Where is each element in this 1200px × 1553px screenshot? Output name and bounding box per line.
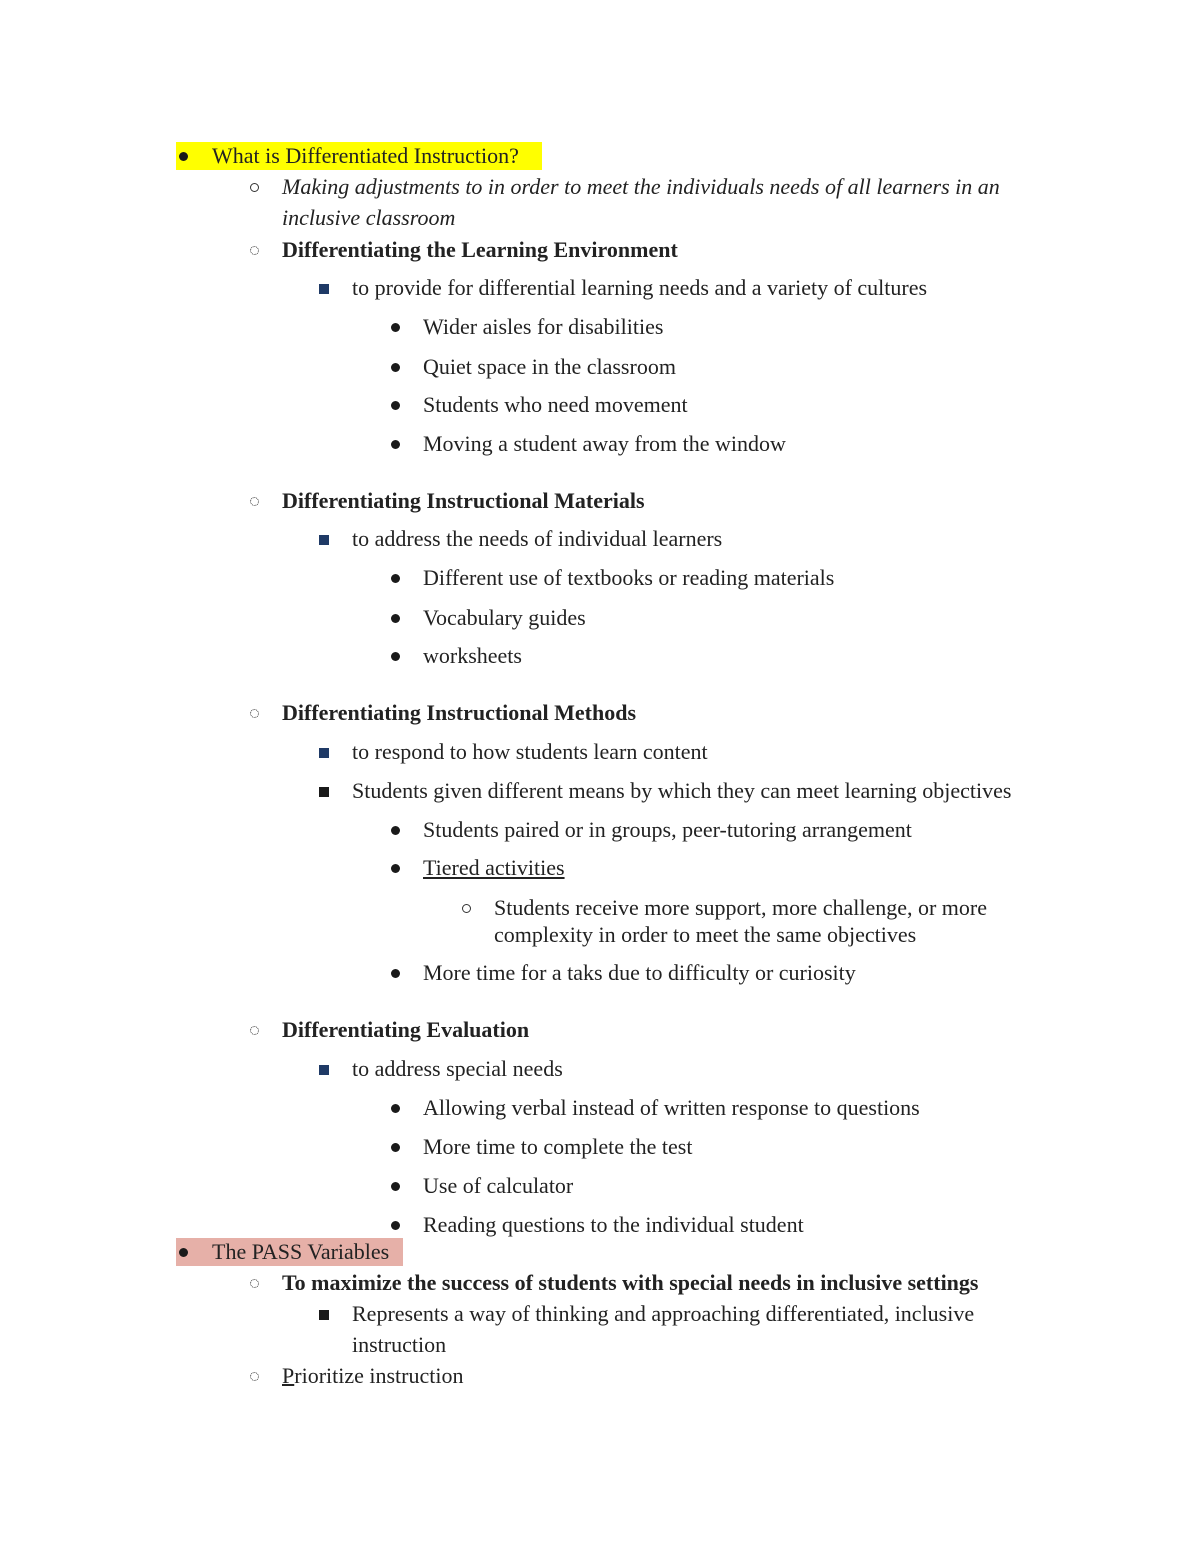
bullet-dotted-ring-icon	[250, 1279, 259, 1288]
list-item: Allowing verbal instead of written response to questions	[423, 1095, 920, 1120]
list-item: Students paired or in groups, peer-tutoring arrangement	[423, 817, 912, 842]
bullet-disc-icon	[179, 152, 188, 161]
section-purpose: to address special needs	[352, 1056, 563, 1081]
pass-goal: To maximize the success of students with special needs in inclusive settings	[282, 1270, 979, 1295]
bullet-disc-icon	[391, 323, 400, 332]
list-item: Vocabulary guides	[423, 605, 586, 630]
bullet-disc-icon	[391, 574, 400, 583]
pass-prioritize-rest: rioritize instruction	[294, 1363, 464, 1388]
bullet-disc-icon	[391, 1143, 400, 1152]
bullet-disc-icon	[391, 969, 400, 978]
bullet-disc-icon	[391, 652, 400, 661]
list-item: Use of calculator	[423, 1173, 574, 1198]
list-item: worksheets	[423, 643, 522, 668]
pass-prioritize	[282, 1361, 463, 1391]
bullet-dotted-ring-icon	[250, 246, 259, 255]
pass-note-line: instruction	[352, 1332, 447, 1357]
section-title-learning-environment: Differentiating the Learning Environment	[282, 237, 678, 262]
list-item: Reading questions to the individual student	[423, 1212, 804, 1237]
list-item-tiered-activities: Tiered activities	[423, 855, 565, 880]
sub-list-item: Students receive more support, more challenge, or more	[494, 895, 988, 920]
bullet-square-icon	[319, 787, 329, 797]
bullet-disc-icon	[391, 363, 400, 372]
list-item: More time to complete the test	[423, 1134, 693, 1159]
section-purpose: to respond to how students learn content	[352, 739, 708, 764]
bullet-dotted-ring-icon	[250, 1372, 259, 1381]
bullet-ring-icon	[462, 904, 471, 913]
definition-line: inclusive classroom	[282, 205, 456, 230]
bullet-disc-icon	[391, 1182, 400, 1191]
heading-pass-variables: The PASS Variables	[212, 1239, 390, 1264]
definition-line: Making adjustments to in order to meet the individuals needs of all learners in an	[282, 174, 1000, 199]
bullet-ring-icon	[250, 183, 259, 192]
section-purpose: Students given different means by which they can meet learning objectives	[352, 778, 1012, 803]
bullet-square-icon	[319, 1065, 329, 1075]
section-title-instructional-materials: Differentiating Instructional Materials	[282, 488, 645, 513]
bullet-dotted-ring-icon	[250, 709, 259, 718]
bullet-disc-icon	[179, 1248, 188, 1257]
bullet-dotted-ring-icon	[250, 1026, 259, 1035]
bullet-disc-icon	[391, 614, 400, 623]
sub-list-item: complexity in order to meet the same objectives	[494, 922, 917, 947]
bullet-square-icon	[319, 284, 329, 294]
bullet-disc-icon	[391, 826, 400, 835]
section-title-evaluation: Differentiating Evaluation	[282, 1017, 530, 1042]
bullet-disc-icon	[391, 1221, 400, 1230]
pass-initial-letter: P	[282, 1363, 295, 1388]
bullet-square-icon	[319, 748, 329, 758]
list-item: Quiet space in the classroom	[423, 354, 676, 379]
list-item: More time for a taks due to difficulty or curiosity	[423, 960, 856, 985]
bullet-disc-icon	[391, 1104, 400, 1113]
section-title-instructional-methods: Differentiating Instructional Methods	[282, 700, 637, 725]
list-item: Students who need movement	[423, 392, 688, 417]
bullet-dotted-ring-icon	[250, 497, 259, 506]
list-item: Wider aisles for disabilities	[423, 314, 664, 339]
section-purpose: to address the needs of individual learners	[352, 526, 723, 551]
heading-differentiated-instruction: What is Differentiated Instruction?	[212, 143, 519, 168]
bullet-square-icon	[319, 1310, 329, 1320]
bullet-square-icon	[319, 535, 329, 545]
bullet-disc-icon	[391, 440, 400, 449]
section-purpose: to provide for differential learning needs and a variety of cultures	[352, 275, 928, 300]
list-item: Moving a student away from the window	[423, 431, 786, 456]
list-item: Different use of textbooks or reading materials	[423, 565, 835, 590]
bullet-disc-icon	[391, 401, 400, 410]
pass-note-line: Represents a way of thinking and approaching differentiated, inclusive	[352, 1301, 975, 1326]
bullet-disc-icon	[391, 864, 400, 873]
